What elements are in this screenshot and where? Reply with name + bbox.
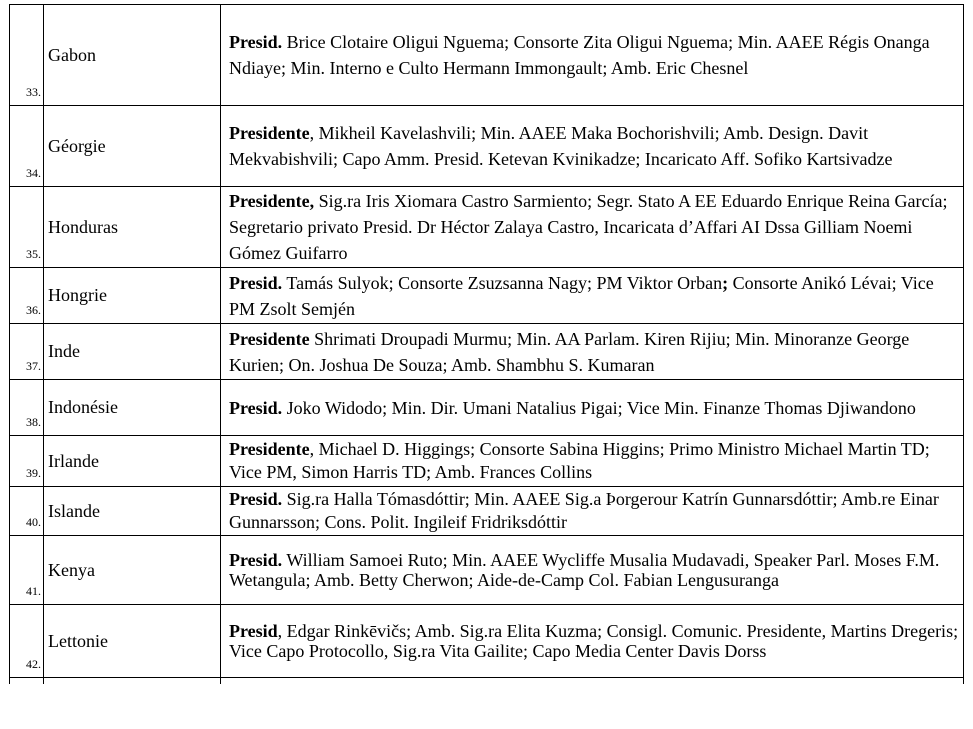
table-row: [10, 605, 964, 678]
table-row: [10, 487, 964, 536]
country-cell-stub: [44, 678, 221, 685]
table-row: [10, 268, 964, 324]
delegation-members-text: William Samoei Ruto; Min. AAEE Wycliffe Musalia Mudavadi, Speaker Parl. Moses F.M. Wetangula; Amb. Betty Cherwon; Aide-de-Camp Col. Fabian Lengusuranga: [229, 550, 940, 590]
row-number-cell-stub: [10, 678, 44, 685]
delegation-lead-title: Presid.: [229, 272, 283, 293]
delegation-lead-title: Presidente: [229, 439, 310, 459]
delegation-members: [221, 436, 964, 487]
table-row: [10, 436, 964, 487]
delegation-members: [221, 487, 964, 536]
delegation-members-text: Brice Clotaire Oligui Nguema; Consorte Zita Oligui Nguema; Min. AAEE Régis Onanga Ndiaye; Min. Interno e Culto Hermann Immongault; Amb. Eric Chesnel: [229, 32, 930, 78]
delegation-members: [221, 5, 964, 106]
delegation-members: [221, 380, 964, 436]
delegation-lead-title: Presid.: [229, 489, 283, 509]
country-name: Gabon: [44, 5, 221, 106]
table-row: [10, 380, 964, 436]
delegation-lead-title: Presid.: [229, 397, 283, 418]
delegations-table: [9, 4, 964, 684]
delegation-members: [221, 605, 964, 678]
country-name: Géorgie: [44, 106, 221, 187]
table-row: [10, 536, 964, 605]
row-number: 41.: [10, 536, 44, 605]
delegation-members: [221, 536, 964, 605]
row-number: 33.: [10, 5, 44, 106]
delegation-members-text-continued: Consorte Anikó Lévai; Vice PM Zsolt Semjén: [229, 272, 934, 319]
delegation-members: [221, 324, 964, 380]
country-name: Indonésie: [44, 380, 221, 436]
country-name: Hongrie: [44, 268, 221, 324]
row-number: 40.: [10, 487, 44, 536]
country-name: Kenya: [44, 536, 221, 605]
table-row: [10, 324, 964, 380]
country-name: Lettonie: [44, 605, 221, 678]
delegation-lead-title: Presidente: [229, 123, 310, 143]
row-number: 37.: [10, 324, 44, 380]
delegation-lead-title: Presid.: [229, 32, 283, 52]
delegation-lead-title: Presid: [229, 621, 278, 641]
delegation-members-text: , Michael D. Higgings; Consorte Sabina Higgins; Primo Ministro Michael Martin TD; Vice PM, Simon Harris TD; Amb. Frances Collins: [229, 439, 930, 482]
bold-semicolon: ;: [722, 272, 729, 293]
table-row-continuation: [10, 678, 964, 685]
row-number: 34.: [10, 106, 44, 187]
country-name: Irlande: [44, 436, 221, 487]
delegation-members-text: Tamás Sulyok; Consorte Zsuzsanna Nagy; PM Viktor Orban: [282, 272, 723, 293]
delegation-lead-title: Presid.: [229, 550, 283, 570]
delegation-members: [221, 268, 964, 324]
row-number: 36.: [10, 268, 44, 324]
delegation-members: [221, 187, 964, 268]
table-row: [10, 187, 964, 268]
members-cell-stub: [221, 678, 964, 685]
delegation-members-text: , Mikheil Kavelashvili; Min. AAEE Maka Bochorishvili; Amb. Design. Davit Mekvabishvili; Capo Amm. Presid. Ketevan Kvinikadze; Incaricato Aff. Sofiko Kartsivadze: [229, 123, 893, 169]
delegation-lead-title: Presidente,: [229, 191, 315, 211]
delegation-members: [221, 106, 964, 187]
country-name: Islande: [44, 487, 221, 536]
delegation-members-text: Sig.ra Iris Xiomara Castro Sarmiento; Segr. Stato A EE Eduardo Enrique Reina García; Segretario privato Presid. Dr Héctor Zalaya Castro, Incaricata d’Affari AI Dssa Gilliam Noemi Gómez Guifarro: [229, 191, 948, 263]
delegation-members-text: Shrimati Droupadi Murmu; Min. AA Parlam. Kiren Rijiu; Min. Minoranze George Kurien; On. Joshua De Souza; Amb. Shambhu S. Kumaran: [229, 328, 910, 375]
delegation-members-text: Sig.ra Halla Tómasdóttir; Min. AAEE Sig.a Þorgerour Katrín Gunnarsdóttir; Amb.re Einar Gunnarsson; Cons. Polit. Ingileif Fridriksdóttir: [229, 489, 939, 532]
country-name: Inde: [44, 324, 221, 380]
delegation-members-text: Joko Widodo; Min. Dir. Umani Natalius Pigai; Vice Min. Finanze Thomas Djiwandono: [282, 397, 916, 418]
row-number: 35.: [10, 187, 44, 268]
country-name: Honduras: [44, 187, 221, 268]
row-number: 39.: [10, 436, 44, 487]
delegation-lead-title: Presidente: [229, 328, 310, 349]
table-row: [10, 106, 964, 187]
row-number: 38.: [10, 380, 44, 436]
table-row: [10, 5, 964, 106]
row-number: 42.: [10, 605, 44, 678]
delegation-members-text: , Edgar Rinkēvičs; Amb. Sig.ra Elita Kuzma; Consigl. Comunic. Presidente, Martins Dregeris; Vice Capo Protocollo, Sig.ra Vita Gailite; Capo Media Center Davis Dorss: [229, 621, 959, 661]
